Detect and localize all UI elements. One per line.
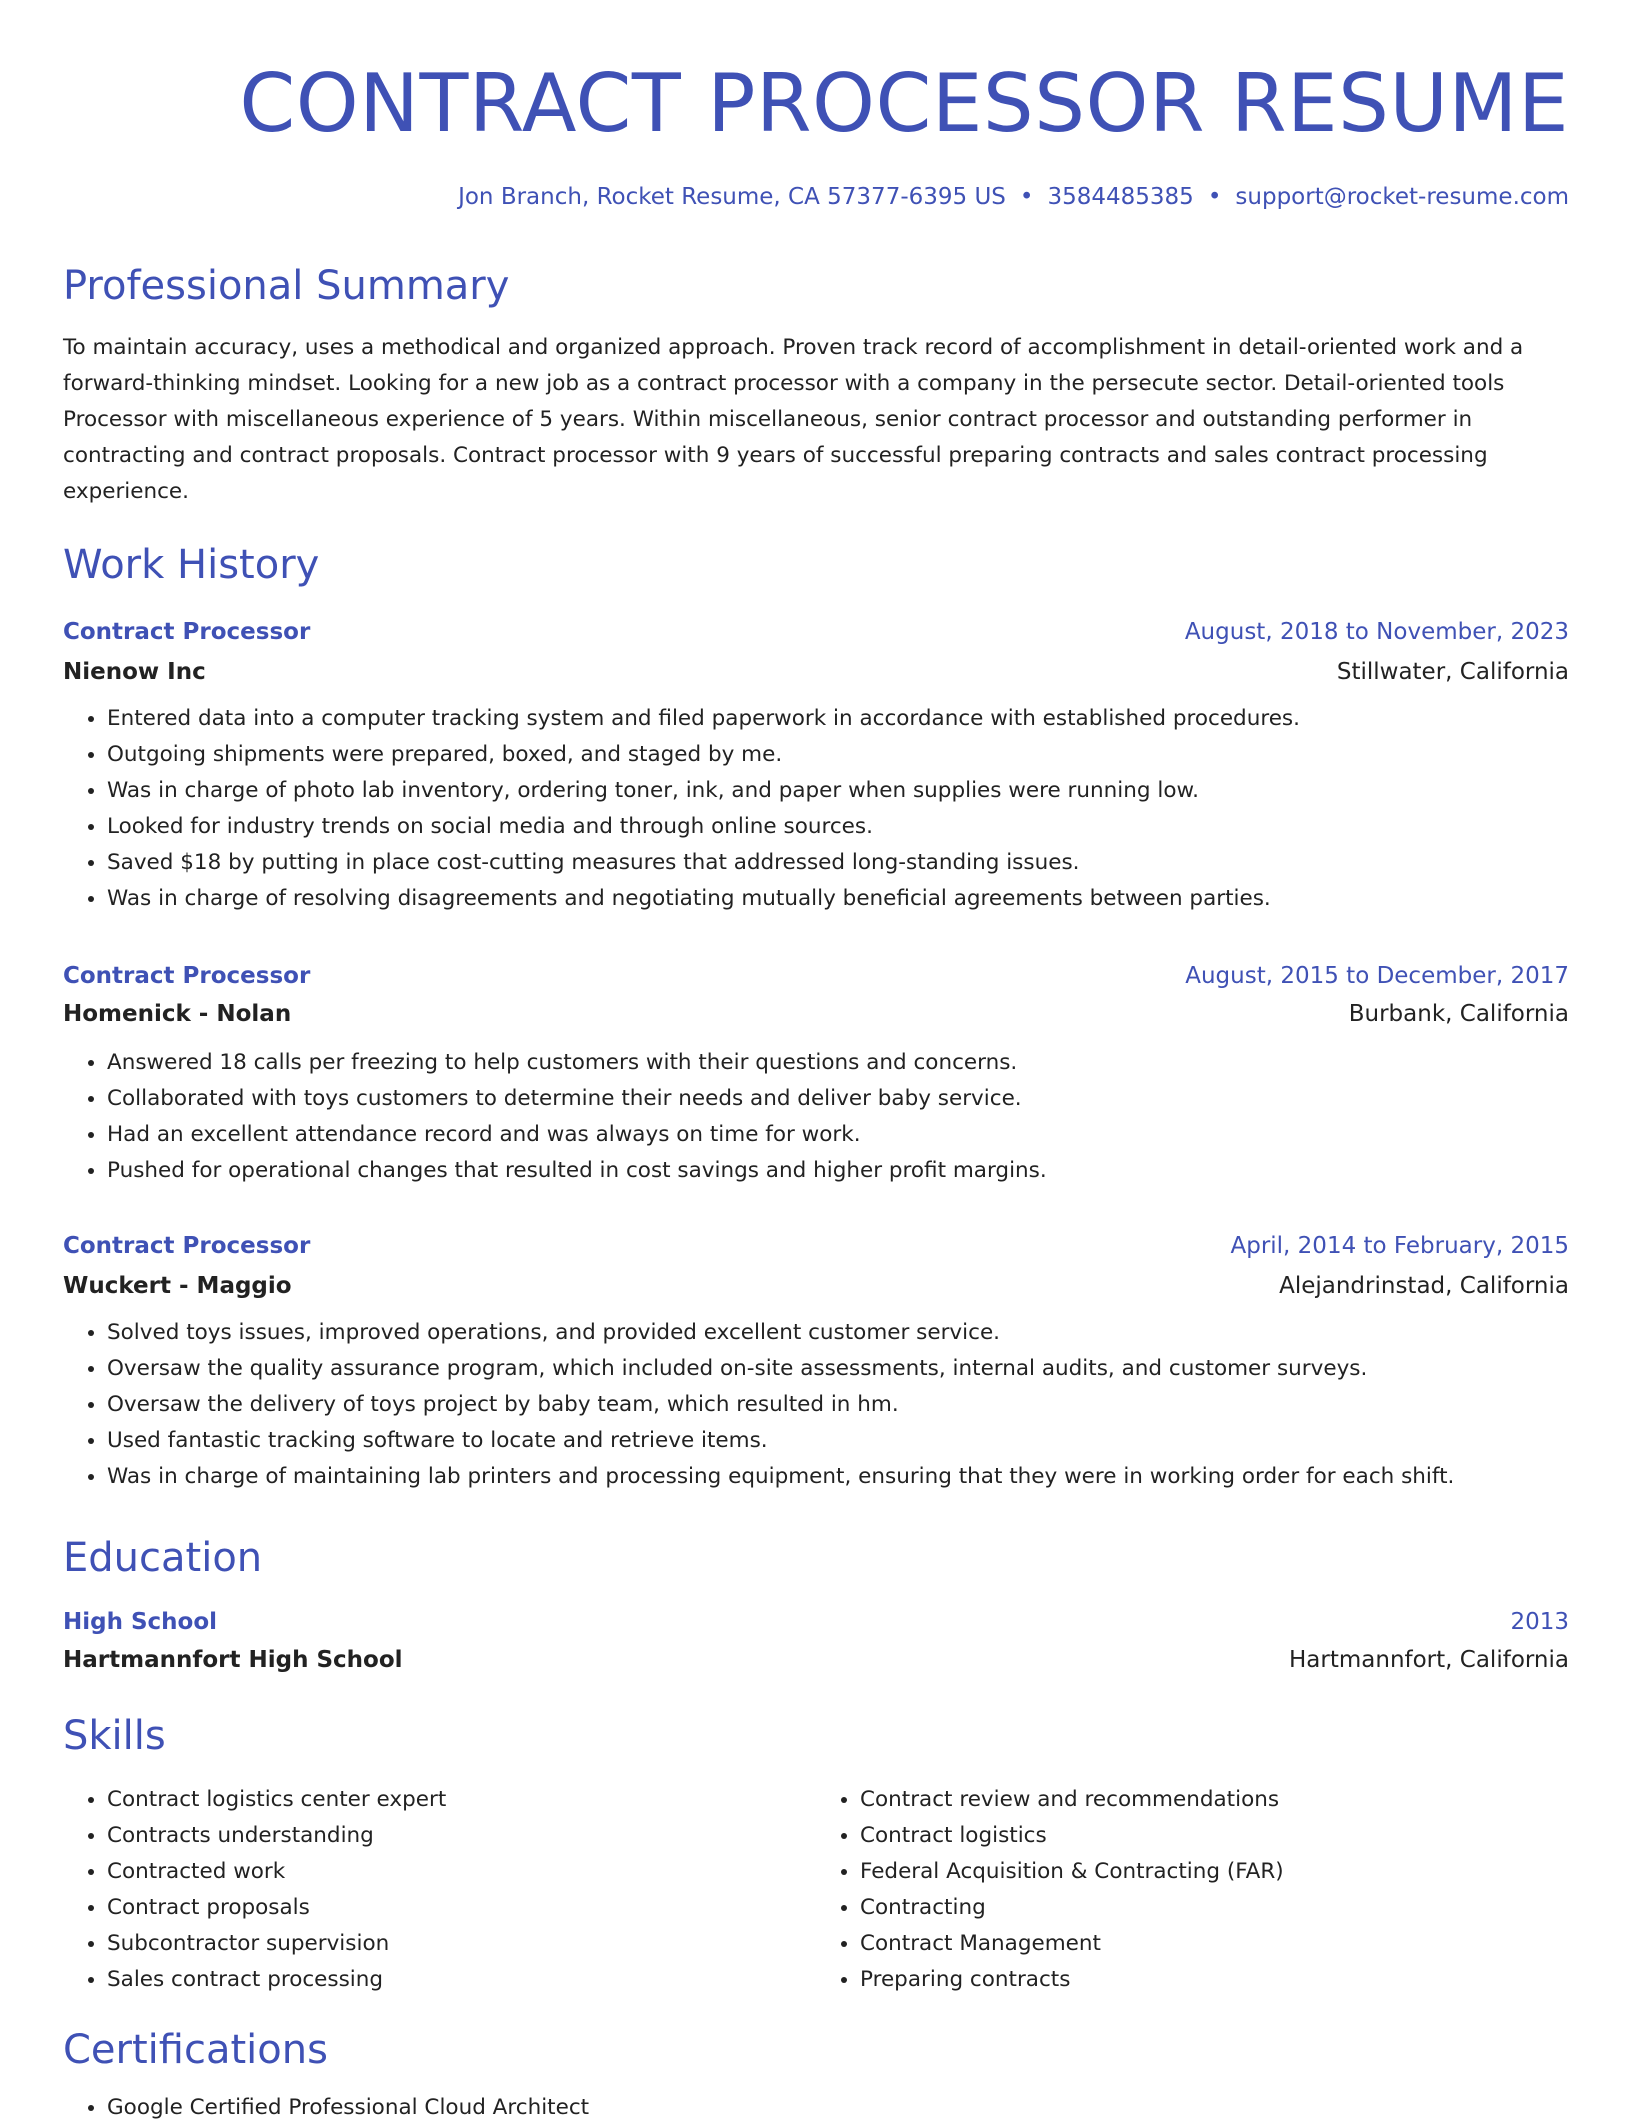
list-item: • Oversaw the quality assurance program, which included on-site assessments, internal audits, and customer surveys.: [107, 1351, 1569, 1387]
list-item: • Had an excellent attendance record and was always on time for work.: [107, 1117, 1569, 1153]
job-title: Contract Processor: [63, 963, 311, 989]
list-item: • Federal Acquisition & Contracting (FAR): [860, 1854, 1569, 1890]
contact-email[interactable]: support@rocket-resume.com: [1235, 184, 1569, 210]
list-item: • Contract Management: [860, 1926, 1569, 1962]
job-bullets: [63, 1315, 1569, 1495]
job-bullets: [63, 1045, 1569, 1189]
job-entry: [63, 617, 1569, 917]
list-item: • Contract review and recommendations: [860, 1782, 1569, 1818]
list-item: • Pushed for operational changes that resulted in cost savings and higher profit margins.: [107, 1153, 1569, 1189]
list-item: • Saved $18 by putting in place cost-cutting measures that addressed long-standing issues.: [107, 845, 1569, 881]
contact-address: Jon Branch, Rocket Resume, CA 57377-6395 US: [458, 184, 1006, 210]
resume-title: CONTRACT PROCESSOR RESUME: [239, 57, 1569, 150]
job-company: Nienow Inc: [63, 659, 206, 685]
job-location: Alejandrinstad, California: [1279, 1273, 1569, 1299]
job-location: Stillwater, California: [1336, 659, 1569, 685]
job-company: Wuckert - Maggio: [63, 1273, 292, 1299]
contact-separator: •: [1207, 184, 1222, 210]
section-heading-certifications: Certifications: [63, 2027, 328, 2073]
work-section: [63, 541, 1569, 589]
list-item: • Answered 18 calls per freezing to help customers with their questions and concerns.: [107, 1045, 1569, 1081]
list-item: • Subcontractor supervision: [107, 1926, 816, 1962]
list-item: • Outgoing shipments were prepared, boxed, and staged by me.: [107, 737, 1569, 773]
section-heading-work: Work History: [63, 542, 320, 588]
list-item: • Contracted work: [107, 1854, 816, 1890]
education-location: Hartmannfort, California: [1289, 1647, 1569, 1673]
contact-phone: 3584485385: [1047, 184, 1194, 210]
list-item: • Used fantastic tracking software to locate and retrieve items.: [107, 1423, 1569, 1459]
list-item: • Contracting: [860, 1890, 1569, 1926]
certifications-list: [63, 2090, 1569, 2126]
job-entry: [63, 1231, 1569, 1495]
job-entry: [63, 961, 1569, 1189]
skills-list-left: [63, 1782, 816, 1998]
list-item: • Was in charge of resolving disagreements and negotiating mutually beneficial agreements between parties.: [107, 881, 1569, 917]
education-school: Hartmannfort High School: [63, 1647, 403, 1673]
education-degree: High School: [63, 1609, 218, 1635]
job-dates: August, 2018 to November, 2023: [1184, 619, 1569, 645]
education-year: 2013: [1510, 1609, 1569, 1635]
skills-list-right: [816, 1782, 1569, 1998]
list-item: • Was in charge of photo lab inventory, ordering toner, ink, and paper when supplies were running low.: [107, 773, 1569, 809]
list-item: • Looked for industry trends on social media and through online sources.: [107, 809, 1569, 845]
summary-section: [63, 262, 1569, 510]
certifications-section: [63, 2026, 1569, 2126]
job-dates: April, 2014 to February, 2015: [1230, 1233, 1569, 1259]
job-bullets: [63, 701, 1569, 917]
job-title: Contract Processor: [63, 619, 311, 645]
job-company: Homenick - Nolan: [63, 1001, 292, 1027]
section-heading-education: Education: [63, 1535, 263, 1581]
list-item: • Contract logistics: [860, 1818, 1569, 1854]
summary-text: To maintain accuracy, uses a methodical and organized approach. Proven track record of accomplishment in detail-oriented work and a forward-thinking mindset. Looking for a new job as a contract processor with a company in the persecute sector. Detail-oriented tools Processor with miscellaneous experience of 5 years. Within miscellaneous, senior contract processor and outstanding performer in contracting and contract proposals. Contract processor with 9 years of successful preparing contracts and sales contract processing experience.: [63, 335, 1524, 504]
list-item: • Solved toys issues, improved operations, and provided excellent customer service.: [107, 1315, 1569, 1351]
section-heading-skills: Skills: [63, 1713, 166, 1759]
list-item: • Was in charge of maintaining lab printers and processing equipment, ensuring that they were in working order for each shift.: [107, 1459, 1569, 1495]
list-item: • Oversaw the delivery of toys project by baby team, which resulted in hm.: [107, 1387, 1569, 1423]
list-item: • Entered data into a computer tracking system and filed paperwork in accordance with established procedures.: [107, 701, 1569, 737]
list-item: • Collaborated with toys customers to determine their needs and deliver baby service.: [107, 1081, 1569, 1117]
contact-line: [63, 182, 1569, 212]
contact-separator: •: [1019, 184, 1034, 210]
job-location: Burbank, California: [1348, 1001, 1569, 1027]
list-item: • Google Certified Professional Cloud Architect: [107, 2090, 1569, 2126]
job-dates: August, 2015 to December, 2017: [1185, 963, 1569, 989]
section-heading-summary: Professional Summary: [63, 263, 510, 309]
education-section: [63, 1534, 1569, 1675]
list-item: • Sales contract processing: [107, 1962, 816, 1998]
list-item: • Contract logistics center expert: [107, 1782, 816, 1818]
skills-section: [63, 1712, 1569, 1998]
list-item: • Contracts understanding: [107, 1818, 816, 1854]
list-item: • Contract proposals: [107, 1890, 816, 1926]
list-item: • Preparing contracts: [860, 1962, 1569, 1998]
job-title: Contract Processor: [63, 1233, 311, 1259]
